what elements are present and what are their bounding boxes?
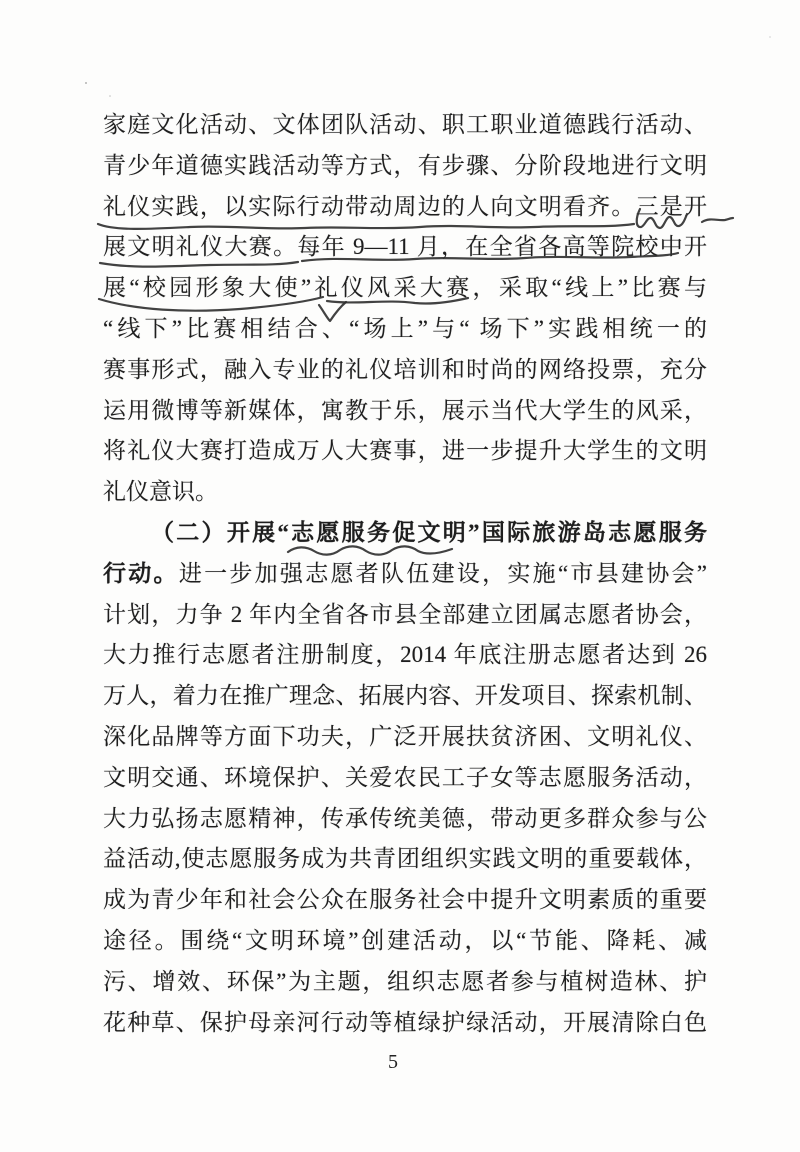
- text-line: 运用微博等新媒体，寓教于乐，展示当代大学生的风采，: [103, 397, 707, 423]
- text-line-paragraph-end: 礼仪意识。: [103, 479, 218, 505]
- text-line: 文明交通、环境保护、关爱农民工子女等志愿服务活动，: [103, 764, 707, 790]
- text-line: 益活动,使志愿服务成为共青团组织实践文明的重要载体，: [103, 846, 707, 872]
- text-line: 大力推行志愿者注册制度，2014 年底注册志愿者达到 26: [103, 642, 707, 668]
- section-heading-line: （二）开展“志愿服务促文明”国际旅游岛志愿服务: [151, 519, 707, 545]
- section-heading-tail: 行动。: [103, 560, 179, 586]
- text-line-mixed: [103, 554, 707, 595]
- text-line: 污、增效、环保”为主题，组织志愿者参与植树造林、护: [103, 968, 707, 994]
- text-line: 途径。围绕“文明环境”创建活动，以“节能、降耗、减: [103, 927, 707, 953]
- text-line: 展“校园形象大使”礼仪风采大赛，采取“线上”比赛与: [103, 275, 707, 301]
- text-line: “线下”比赛相结合、“场上”与“ 场下”实践相统一的: [103, 315, 707, 341]
- text-line: 青少年道德实践活动等方式，有步骤、分阶段地进行文明: [103, 152, 707, 178]
- scan-speck: [109, 95, 111, 97]
- text-line: 计划，力争 2 年内全省各市县全部建立团属志愿者协会，: [103, 601, 707, 627]
- text-line: 大力弘扬志愿精神，传承传统美德，带动更多群众参与公: [103, 805, 707, 831]
- body-text: [103, 105, 707, 1043]
- text-line: 礼仪实践，以实际行动带动周边的人向文明看齐。三是开: [103, 193, 707, 219]
- scan-speck: [85, 82, 87, 84]
- text-line: 家庭文化活动、文体团队活动、职工职业道德践行活动、: [103, 112, 707, 137]
- text-line: 万人，着力在推广理念、拓展内容、开发项目、探索机制、: [103, 683, 707, 709]
- text-line-rest: 进一步加强志愿者队伍建设，实施“市县建协会”: [178, 560, 707, 586]
- text-line: 赛事形式，融入专业的礼仪培训和时尚的网络投票，充分: [103, 356, 707, 382]
- text-line: 花种草、保护母亲河行动等植绿护绿活动，开展清除白色: [103, 1009, 707, 1035]
- text-line: 深化品牌等方面下功夫，广泛开展扶贫济困、文明礼仪、: [103, 723, 707, 749]
- text-line: 展文明礼仪大赛。每年 9—11 月，在全省各高等院校中开: [103, 234, 707, 260]
- scan-speck: [769, 36, 771, 38]
- page-number: 5: [388, 1051, 398, 1073]
- text-line: 将礼仪大赛打造成万人大赛事，进一步提升大学生的文明: [103, 438, 707, 464]
- text-line: 成为青少年和社会公众在服务社会中提升文明素质的重要: [103, 887, 707, 913]
